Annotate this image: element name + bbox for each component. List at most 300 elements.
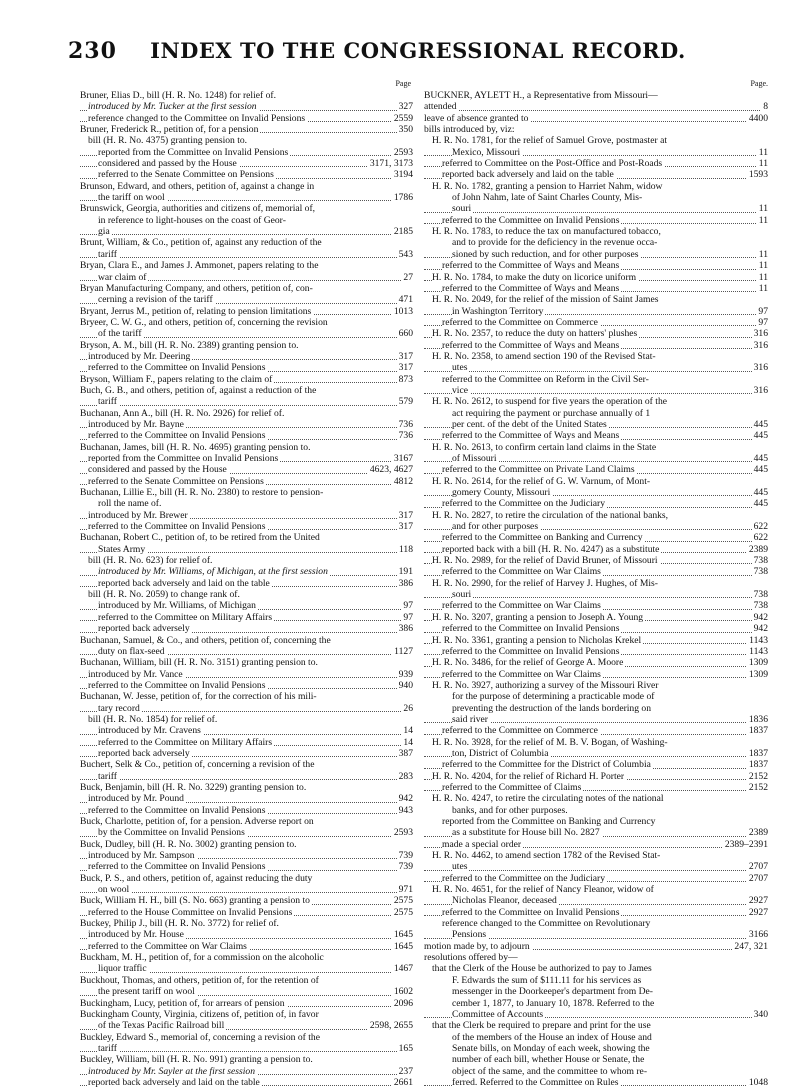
index-entry xyxy=(424,623,768,634)
entry-text: introduced by Mr. Tucker at the first session xyxy=(88,101,257,113)
index-entry xyxy=(424,453,768,464)
index-entry xyxy=(424,850,768,861)
entry-text: of the members of the House an index of House and xyxy=(452,1031,652,1043)
index-entry xyxy=(80,907,413,918)
entry-text: as a substitute for House bill No. 2827 xyxy=(452,827,600,839)
entry-page-ref: 738 xyxy=(753,566,768,578)
entry-page-ref: 97 xyxy=(758,316,768,328)
index-entry xyxy=(424,975,768,986)
entry-text: Buck, P. S., and others, petition of, against reducing the duty xyxy=(80,872,313,884)
index-entry xyxy=(80,306,413,317)
entry-text: Buchanan, Samuel, & Co., and others, petition of, concerning the xyxy=(80,634,331,646)
entry-text: referred to the Committee of Ways and Means xyxy=(442,430,620,442)
entry-page-ref: 1837 xyxy=(748,725,768,737)
entry-text: H. R. No. 1784, to make the duty on licorice uniform xyxy=(432,271,637,283)
entry-page-ref: 2096 xyxy=(393,997,413,1009)
index-entry xyxy=(424,192,768,203)
entry-text: souri xyxy=(452,589,472,601)
index-entry xyxy=(80,1066,413,1077)
index-entry xyxy=(424,612,768,623)
index-entry xyxy=(424,952,768,963)
entry-page-ref: 2389–2391 xyxy=(724,838,768,850)
index-entry xyxy=(80,1054,413,1065)
entry-text: considered and passed by the House xyxy=(88,464,227,476)
entry-page-ref: 3166 xyxy=(748,929,768,941)
entry-text: Bryson, A. M., bill (H. R. No. 2389) granting pension to. xyxy=(80,339,299,351)
index-entry xyxy=(424,816,768,827)
entry-text: of the Texas Pacific Railroad bill xyxy=(98,1020,225,1032)
index-entry xyxy=(424,827,768,838)
entry-text: F. Edwards the sum of $111.11 for his services as xyxy=(452,974,642,986)
index-entry xyxy=(80,850,413,861)
index-entry xyxy=(424,566,768,577)
entry-text: act requiring the payment or purchase annually of 1 xyxy=(452,407,651,419)
index-entry xyxy=(80,453,413,464)
index-entry xyxy=(424,340,768,351)
entry-text: tariff xyxy=(98,770,118,782)
leader-dots xyxy=(80,405,413,406)
index-entry xyxy=(80,555,413,566)
index-entry xyxy=(80,544,413,555)
page-number: 230 xyxy=(68,38,117,64)
entry-page-ref: 26 xyxy=(403,702,413,714)
entry-text: and to provide for the deficiency in the revenue occa- xyxy=(452,237,658,249)
entry-page-ref: 2927 xyxy=(748,895,768,907)
entry-page-ref: 1837 xyxy=(748,747,768,759)
entry-text: in reference to light-houses on the coast of Geor- xyxy=(98,214,286,226)
entry-text: H. R. No. 2990, for the relief of Harvey J. Hughes, of Mis- xyxy=(432,577,658,589)
index-entry xyxy=(80,464,413,475)
index-entry xyxy=(424,272,768,283)
entry-page-ref: 2593 xyxy=(393,827,413,839)
entry-text: H. R. No. 1781, for the relief of Samuel Grove, postmaster at xyxy=(432,135,667,147)
entry-text: Bryeer, C. W. G., and others, petition of, concerning the revision xyxy=(80,316,328,328)
index-entry xyxy=(80,589,413,600)
entry-text: Buck, Charlotte, petition of, for a pension. Adverse report on xyxy=(80,816,314,827)
entry-page-ref: 4812 xyxy=(393,475,413,487)
entry-page-ref: 191 xyxy=(398,566,413,578)
index-entry xyxy=(80,135,413,146)
index-entry xyxy=(424,351,768,362)
index-entry xyxy=(424,158,768,169)
entry-text: Buckingham, Lucy, petition of, for arrears of pension xyxy=(80,997,285,1009)
entry-page-ref: 471 xyxy=(398,294,413,306)
entry-text: H. R. No. 4651, for the relief of Nancy Fleanor, widow of xyxy=(432,884,654,896)
entry-text: introduced by Mr. Williams, of Michigan xyxy=(98,600,256,612)
index-entry xyxy=(80,203,413,214)
index-entry xyxy=(424,691,768,702)
entry-page-ref: 237 xyxy=(398,1065,413,1077)
index-entry xyxy=(424,294,768,305)
index-entry xyxy=(424,986,768,997)
index-entry xyxy=(424,748,768,759)
entry-text: H. R. No. 3927, authorizing a survey of the Missouri River xyxy=(432,679,659,691)
index-entry xyxy=(424,703,768,714)
entry-page-ref: 3171, 3173 xyxy=(369,158,413,170)
entry-text: for the purpose of determining a practicable mode of xyxy=(452,691,655,703)
entry-text: object of the same, and the committee to whom re- xyxy=(452,1065,648,1077)
entry-text: referred to the Committee on Invalid Pensions xyxy=(442,645,620,657)
leader-dots xyxy=(80,257,413,258)
entry-text: BUCKNER, AYLETT H., a Representative from Missouri— xyxy=(424,90,658,101)
index-entry xyxy=(424,487,768,498)
index-entry xyxy=(80,816,413,827)
index-entry xyxy=(80,680,413,691)
index-entry xyxy=(424,873,768,884)
entry-page-ref: 11 xyxy=(758,260,768,272)
entry-page-ref: 11 xyxy=(758,282,768,294)
index-entry xyxy=(80,328,413,339)
entry-text: Buchanan, James, bill (H. R. No. 4695) granting pension to. xyxy=(80,441,311,453)
entry-page-ref: 1143 xyxy=(749,645,768,657)
index-entry xyxy=(424,1032,768,1043)
entry-text: Buchanan, Ann A., bill (H. R. No. 2926) for relief of. xyxy=(80,407,285,419)
index-entry xyxy=(424,737,768,748)
entry-text: tariff xyxy=(98,396,118,408)
index-entry xyxy=(424,215,768,226)
entry-text: referred to the Committee on Invalid Pensions xyxy=(88,521,266,533)
entry-text: and for other purposes xyxy=(452,521,539,533)
entry-text: bills introduced by, viz: xyxy=(424,124,515,136)
entry-text: liquor traffic xyxy=(98,963,147,975)
entry-page-ref: 283 xyxy=(398,770,413,782)
entry-text: tary record xyxy=(98,702,140,714)
index-entry xyxy=(424,1054,768,1065)
entry-text: referred to the Committee on Invalid Pensions xyxy=(88,679,266,691)
entry-page-ref: 738 xyxy=(753,589,768,601)
right-column-page-label: Page. xyxy=(750,79,768,88)
entry-text: referred to the Senate Committee on Pensions xyxy=(98,169,274,181)
entry-page-ref: 327 xyxy=(398,101,413,113)
index-entry xyxy=(80,805,413,816)
entry-text: referred to the Committee on Invalid Pensions xyxy=(442,623,620,635)
entry-page-ref: 622 xyxy=(753,521,768,533)
entry-page-ref: 1645 xyxy=(393,940,413,952)
index-entry xyxy=(424,929,768,940)
index-entry xyxy=(424,419,768,430)
entry-page-ref: 445 xyxy=(753,418,768,430)
entry-text: made a special order xyxy=(442,838,522,850)
index-entry xyxy=(424,589,768,600)
entry-text: introduced by Mr. House xyxy=(88,929,184,941)
entry-text: referred to the Committee of Ways and Means xyxy=(442,339,620,351)
index-entry xyxy=(424,226,768,237)
index-entry xyxy=(80,169,413,180)
entry-page-ref: 2575 xyxy=(393,895,413,907)
entry-text: utes xyxy=(452,861,468,873)
index-entry xyxy=(80,90,413,101)
entry-text: Bruner, Frederick R., petition of, for a pension xyxy=(80,124,259,136)
entry-page-ref: 445 xyxy=(753,430,768,442)
index-entry xyxy=(80,317,413,328)
entry-page-ref: 1602 xyxy=(393,986,413,998)
entry-page-ref: 942 xyxy=(753,611,768,623)
entry-text: in Washington Territory xyxy=(452,305,544,317)
entry-text: referred to the Committee for the District of Columbia xyxy=(442,759,651,771)
entry-page-ref: 942 xyxy=(753,623,768,635)
entry-text: referred to the Committee on Reform in the Civil Ser- xyxy=(442,373,649,385)
entry-page-ref: 1309 xyxy=(748,657,768,669)
entry-page-ref: 317 xyxy=(398,362,413,374)
leader-dots xyxy=(424,870,768,871)
index-entry xyxy=(80,793,413,804)
entry-text: that the Clerk of the House be authorized to pay to James xyxy=(432,963,652,975)
entry-page-ref: 943 xyxy=(398,804,413,816)
entry-text: reported back adversely xyxy=(98,747,190,759)
entry-page-ref: 2927 xyxy=(748,906,768,918)
entry-text: Buchanan, Robert C., petition of, to be retired from the United xyxy=(80,532,320,544)
index-entry xyxy=(424,328,768,339)
entry-text: referred to the Committee of Ways and Means xyxy=(442,260,620,272)
entry-page-ref: 118 xyxy=(398,543,413,555)
entry-page-ref: 1048 xyxy=(748,1076,768,1088)
index-entry xyxy=(424,306,768,317)
entry-text: on wool xyxy=(98,884,130,896)
entry-text: roll the name of. xyxy=(98,498,162,510)
entry-text: Bryson, William F., papers relating to the claim of xyxy=(80,373,273,385)
entry-text: Buckley, Edward S., memorial of, concerning a revision of the xyxy=(80,1031,320,1043)
entry-text: the present tariff on wool xyxy=(98,986,195,998)
entry-text: H. R. No. 1782, granting a pension to Harriet Nahm, widow xyxy=(432,180,663,192)
index-entry xyxy=(424,90,768,101)
entry-text: referred to the Committee on War Claims xyxy=(88,940,247,952)
entry-page-ref: 2707 xyxy=(748,861,768,873)
index-entry xyxy=(424,362,768,373)
index-entry xyxy=(424,1043,768,1054)
entry-page-ref: 2152 xyxy=(748,781,768,793)
index-entry xyxy=(424,1020,768,1031)
entry-page-ref: 2575 xyxy=(393,906,413,918)
entry-text: H. R. No. 4462, to amend section 1782 of the Revised Stat- xyxy=(432,850,661,862)
entry-text: of John Nahm, late of Saint Charles County, Mis- xyxy=(452,192,643,204)
index-entry xyxy=(80,748,413,759)
entry-text: bill (H. R. No. 623) for relief of. xyxy=(88,555,213,567)
entry-page-ref: 316 xyxy=(753,362,768,374)
entry-page-ref: 2389 xyxy=(748,827,768,839)
entry-page-ref: 1786 xyxy=(393,192,413,204)
entry-text: referred to the Committee of Ways and Means xyxy=(442,282,620,294)
entry-text: introduced by Mr. Williams, of Michigan, at the first session xyxy=(98,566,328,578)
index-entry xyxy=(424,941,768,952)
right-column-entries xyxy=(424,90,768,1088)
index-entry xyxy=(80,612,413,623)
right-column xyxy=(424,78,768,1088)
entry-text: Buch, G. B., and others, petition of, against a reduction of the xyxy=(80,384,317,396)
entry-page-ref: 1836 xyxy=(748,713,768,725)
index-entry xyxy=(80,600,413,611)
entry-page-ref: 11 xyxy=(758,248,768,260)
index-entry xyxy=(80,408,413,419)
entry-text: attended xyxy=(424,101,457,113)
entry-page-ref: 386 xyxy=(398,577,413,589)
index-entry xyxy=(424,476,768,487)
entry-text: reported back adversely and laid on the table xyxy=(98,577,270,589)
index-entry xyxy=(80,884,413,895)
entry-text: duty on flax-seed xyxy=(98,645,165,657)
index-entry xyxy=(80,272,413,283)
entry-page-ref: 11 xyxy=(758,158,768,170)
entry-text: referred to the Committee on Invalid Pensions xyxy=(442,214,620,226)
leader-dots xyxy=(80,234,413,235)
index-entry xyxy=(424,498,768,509)
index-entry xyxy=(424,895,768,906)
entry-text: referred to the Committee on Invalid Pensions xyxy=(88,362,266,374)
entry-text: Committee of Accounts xyxy=(452,1008,544,1020)
entry-text: introduced by Mr. Sampson xyxy=(88,850,195,862)
index-entry xyxy=(424,714,768,725)
entry-text: preventing the destruction of the lands bordering on xyxy=(452,702,652,714)
index-entry xyxy=(424,249,768,260)
entry-text: that the Clerk be required to prepare and print for the use xyxy=(432,1020,651,1032)
index-entry xyxy=(80,430,413,441)
index-entry xyxy=(80,1009,413,1020)
index-entry xyxy=(80,1020,413,1031)
index-entry xyxy=(80,351,413,362)
entry-page-ref: 11 xyxy=(758,146,768,158)
entry-page-ref: 386 xyxy=(398,623,413,635)
entry-text: Buchanan, William, bill (H. R. No. 3151) granting pension to. xyxy=(80,657,318,669)
index-entry xyxy=(80,691,413,702)
entry-text: resolutions offered by— xyxy=(424,952,518,964)
entry-text: referred to the Committee on Military Affairs xyxy=(98,611,273,623)
entry-text: referred to the Senate Committee on Pensions xyxy=(88,475,264,487)
index-entry xyxy=(424,147,768,158)
entry-text: reported from the Committee on Invalid Pensions xyxy=(98,146,289,158)
entry-text: H. R. No. 4204, for the relief of Richard H. Porter xyxy=(432,770,625,782)
index-entry xyxy=(424,317,768,328)
entry-text: Brunson, Edward, and others, petition of, against a change in xyxy=(80,180,315,192)
entry-text: referred to the Committee on Invalid Pensions xyxy=(442,906,620,918)
entry-text: H. R. No. 2989, for the relief of David Bruner, of Missouri xyxy=(432,555,658,567)
index-entry xyxy=(80,340,413,351)
leader-dots xyxy=(424,110,768,111)
index-entry xyxy=(424,408,768,419)
entry-text: gia xyxy=(98,226,110,238)
index-entry xyxy=(424,203,768,214)
index-entry xyxy=(80,1077,413,1088)
entry-text: referred to the Committee on War Claims xyxy=(442,668,601,680)
entry-text: vice xyxy=(452,384,468,396)
index-entry xyxy=(80,669,413,680)
entry-text: H. R. No. 4247, to retire the circulating notes of the national xyxy=(432,793,664,805)
running-title: INDEX TO THE CONGRESSIONAL RECORD. xyxy=(150,38,686,63)
entry-page-ref: 2559 xyxy=(393,112,413,124)
index-entry xyxy=(80,952,413,963)
entry-text: Brunswick, Georgia, authorities and citizens of, memorial of, xyxy=(80,203,316,215)
index-entry xyxy=(80,714,413,725)
entry-text: reported from the Committee on Invalid Pensions xyxy=(88,453,279,464)
entry-text: H. R. No. 3928, for the relief of M. B. V. Bogan, of Washing- xyxy=(432,736,668,748)
entry-text: ferred. Referred to the Committee on Rules xyxy=(452,1076,619,1088)
index-entry xyxy=(424,135,768,146)
entry-text: referred to the Committee on the Judiciary xyxy=(442,872,606,884)
entry-page-ref: 316 xyxy=(753,328,768,340)
index-entry xyxy=(80,1043,413,1054)
index-entry xyxy=(424,181,768,192)
index-entry xyxy=(424,430,768,441)
index-entry xyxy=(80,975,413,986)
index-entry xyxy=(424,544,768,555)
entry-text: referred to the Committee of Claims xyxy=(442,781,582,793)
entry-text: leave of absence granted to xyxy=(424,112,529,124)
index-entry xyxy=(80,181,413,192)
entry-page-ref: 165 xyxy=(398,1042,413,1054)
index-entry xyxy=(80,873,413,884)
index-entry xyxy=(424,907,768,918)
entry-text: Bryan, Clara E., and James J. Ammonet, papers relating to the xyxy=(80,260,319,272)
entry-text: H. R. No. 2358, to amend section 190 of the Revised Stat- xyxy=(432,350,656,362)
entry-page-ref: 317 xyxy=(398,521,413,533)
entry-page-ref: 247, 321 xyxy=(734,940,768,952)
index-entry xyxy=(424,237,768,248)
index-entry xyxy=(424,510,768,521)
entry-text: number of each bill, whether House or Senate, the xyxy=(452,1054,645,1066)
index-entry xyxy=(80,703,413,714)
entry-text: reported back adversely xyxy=(98,623,190,635)
entry-page-ref: 739 xyxy=(398,850,413,862)
entry-text: States Army xyxy=(98,543,146,555)
entry-text: bill (H. R. No. 2059) to change rank of. xyxy=(88,589,240,601)
entry-page-ref: 11 xyxy=(758,203,768,215)
index-entry xyxy=(424,771,768,782)
entry-text: Buckley, William, bill (H. R. No. 991) granting a pension to. xyxy=(80,1054,313,1066)
entry-text: Bryant, Jerrus M., petition of, relating to pension limitations xyxy=(80,305,312,317)
entry-page-ref: 2152 xyxy=(748,770,768,782)
index-entry xyxy=(424,374,768,385)
index-entry xyxy=(424,442,768,453)
entry-text: Bryan Manufacturing Company, and others, petition of, con- xyxy=(80,282,313,294)
index-entry xyxy=(80,442,413,453)
index-entry xyxy=(80,147,413,158)
entry-text: gomery County, Missouri xyxy=(452,487,551,499)
index-entry xyxy=(424,385,768,396)
entry-text: introduced by Mr. Sayler at the first session xyxy=(88,1065,255,1077)
entry-text: referred to the Committee on Private Land Claims xyxy=(442,464,635,476)
entry-text: Buckham, M. H., petition of, for a commission on the alcoholic xyxy=(80,952,324,964)
entry-text: Nicholas Fleanor, deceased xyxy=(452,895,557,907)
entry-page-ref: 1467 xyxy=(393,963,413,975)
entry-text: introduced by Mr. Brewer xyxy=(88,509,188,521)
index-entry xyxy=(80,759,413,770)
entry-text: referred to the Committee on Invalid Pensions xyxy=(88,804,266,816)
entry-text: messenger in the Doorkeeper's department from De- xyxy=(452,986,653,998)
entry-page-ref: 14 xyxy=(403,725,413,737)
entry-text: H. R. No. 2357, to reduce the duty on hatters' plushes xyxy=(432,328,638,340)
entry-page-ref: 1645 xyxy=(393,929,413,941)
entry-page-ref: 4400 xyxy=(748,112,768,124)
index-entry xyxy=(80,623,413,634)
entry-text: H. R. No. 2827, to retire the circulation of the national banks, xyxy=(432,509,669,521)
index-entry xyxy=(424,793,768,804)
entry-page-ref: 738 xyxy=(753,600,768,612)
entry-text: referred to the Committee on Invalid Pensions xyxy=(88,430,266,442)
entry-page-ref: 97 xyxy=(758,305,768,317)
entry-page-ref: 340 xyxy=(753,1008,768,1020)
index-entry xyxy=(424,1066,768,1077)
entry-page-ref: 317 xyxy=(398,509,413,521)
index-entry xyxy=(80,487,413,498)
leader-dots xyxy=(424,597,768,598)
index-entry xyxy=(80,476,413,487)
leader-dots xyxy=(80,1051,413,1052)
entry-text: of Missouri xyxy=(452,453,497,464)
index-entry xyxy=(80,929,413,940)
index-entry xyxy=(424,124,768,135)
entry-text: reported from the Committee on Banking and Currency xyxy=(442,816,656,827)
index-entry xyxy=(80,839,413,850)
entry-text: Buchert, Selk & Co., petition of, concerning a revision of the xyxy=(80,759,315,771)
entry-text: reference changed to the Committee on Revolutionary xyxy=(442,918,651,930)
